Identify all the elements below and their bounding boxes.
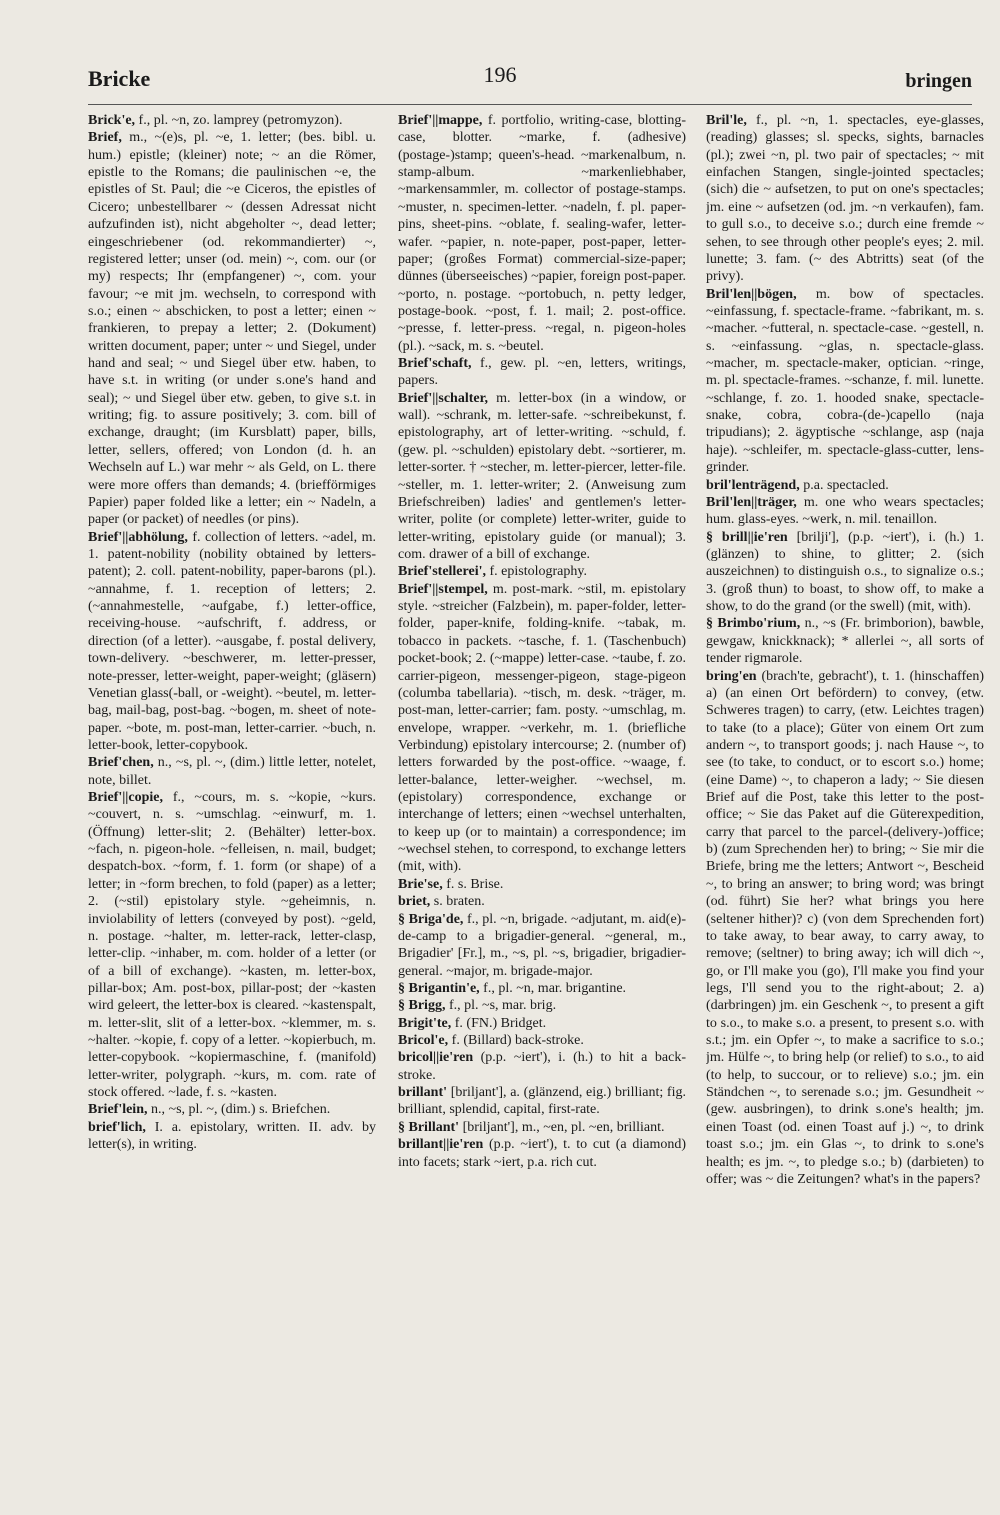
entry-headword: Bril'len||bögen,	[706, 286, 797, 302]
entry-headword: Brief'||mappe,	[398, 113, 483, 128]
dictionary-entry	[398, 893, 686, 910]
running-header	[0, 60, 1000, 100]
entry-definition: [brilji'], (p.p. ~iert'), i. (h.) 1. (glänzen) to shine, to glitter; 2. (sich auszeichnen) to distinguish o.s., to signalize o.s.; 3. (groß thun) to boast, to show off, to make a show, to do the grand (or the swell) (mit, with).	[706, 529, 984, 615]
entry-headword: bril'lenträgend,	[706, 477, 800, 493]
dictionary-entry	[88, 529, 376, 755]
entry-headword: Brief'lein,	[88, 1102, 148, 1118]
entry-definition: f. epistolography.	[485, 564, 587, 580]
dictionary-entry	[88, 789, 376, 1101]
entry-definition: f., pl. ~n, 1. spectacles, eye-glasses, (reading) glasses; sl. specks, sights, barnacles (pl.); zwei ~n, pl. two pair of spectacles; ~ mit einfachen Stangen, single-jointed spectacles; (sich) die ~ aufsetzen, to put on one's spectacles; jm. eine ~ aufsetzen (od. jm. ~n verkaufen), fam. to gull s.o., to deceive s.o.; durch eine fremde ~ sehen, to see through other people's eyes; 2. mil. lunette; 3. fam. (~ des Abtritts) seat (of the privy).	[706, 113, 984, 285]
entry-definition: f. portfolio, writing-case, blotting-case, blotter. ~marke, f. (adhesive) (postage-)stamp; queen's-head. ~markenalbum, n. stamp-album. ~markenliebhaber, ~markensammler, m. collector of postage-stamps. ~muster, n. specimen-letter. ~nadeln, f. pl. paper-pins, sheet-pins. ~oblate, f. sealing-wafer, letter-wafer. ~papier, n. note-paper, post-paper, letter-paper; (großes Format) commercial-size-paper; dünnes (überseeisches) ~papier, foreign post-paper. ~porto, n. postage. ~portobuch, n. petty ledger, postage-book. ~post, f. 1. mail; 2. post-office. ~presse, f. letter-press. ~regal, n. pigeon-holes (pl.). ~sack, m. s. ~beutel.	[398, 113, 686, 354]
dictionary-entry	[706, 615, 984, 667]
page-number: 196	[483, 62, 517, 87]
entry-headword: Brick'e,	[88, 113, 136, 128]
dictionary-entry	[398, 911, 686, 980]
dictionary-entry	[88, 1101, 376, 1118]
dictionary-entry	[398, 876, 686, 893]
entry-definition: n., ~s, pl. ~, (dim.) little letter, notelet, note, billet.	[88, 755, 376, 788]
entry-definition: [briljant'], m., ~en, pl. ~en, brilliant.	[459, 1119, 665, 1135]
entry-definition: f., pl. ~n, mar. brigantine.	[479, 980, 627, 996]
column-2	[398, 112, 686, 1412]
entry-definition: f. (FN.) Bridget.	[451, 1015, 547, 1031]
entry-headword: Brief'chen,	[88, 755, 154, 771]
entry-headword: § brill||ie'ren	[706, 529, 788, 545]
entry-definition: f. (Billard) back-stroke.	[448, 1033, 584, 1049]
entry-headword: briet,	[398, 894, 431, 910]
entry-definition: m. letter-box (in a window, or wall). ~schrank, m. letter-safe. ~schreibekunst, f. epistolography, art of letter-writing. ~schuld, f. (gew. pl. ~schulden) epistolary debt. ~sortierer, m. letter-sorter. † ~stecher, m. letter-piercer, letter-file. ~steller, m. 1. letter-writer; 2. (Anweisung zum Briefschreiben) ladies' and gentlemen's letter-writer, polite (or complete) letter-writer, guide to letter-writing, epistolary guide (or manual); 3. com. drawer of a bill of exchange.	[398, 390, 686, 562]
entry-headword: Brief'||copie,	[88, 790, 163, 806]
dictionary-entry	[398, 390, 686, 564]
entry-definition: m. one who wears spectacles; hum. glass-eyes. ~werk, n. mil. tenaillon.	[706, 494, 984, 528]
entry-headword: Bril'len||träger,	[706, 494, 797, 510]
header-rule	[88, 104, 972, 105]
entry-definition: f., ~cours, m. s. ~kopie, ~kurs. ~couvert, n. s. ~umschlag. ~einwurf, m. 1. (Öffnung) letter-slit; 2. (Behälter) letter-box. ~fach, n. pigeon-hole. ~felleisen, n. mail, budget; despatch-box. ~form, f. 1. form (or shape) of a letter; in ~form brechen, to fold (paper) as a letter; 2. (~stil) epistolary style. ~geheimnis, n. inviolability of letters (conveyed by post). ~geld, n. postage. ~halter, m. letter-rack, letter-clasp, letter-clip. ~inhaber, m. com. holder of a letter (or of a bill of exchange). ~kasten, m. letter-box, pillar-box; Am. post-box, pillar-post; der ~kasten wird geleert, the letter-box is cleared. ~kastenspalt, m. letter-slit, slit of a letter-box. ~klemmer, m. s. ~halter. ~kopie, f. copy of a letter. ~kopierbuch, m. letter-copybook. ~kopiermaschine, f. (manifold) letter-writer, polygraph. ~kurs, m. com. rate of stock offered. ~lade, f. s. ~kasten.	[88, 790, 376, 1101]
entry-headword: bring'en	[706, 668, 757, 684]
entry-definition: f., gew. pl. ~en, letters, writings, papers.	[398, 356, 686, 389]
entry-headword: § Brillant'	[398, 1119, 460, 1135]
entry-definition: f., pl. ~s, mar. brig.	[445, 998, 557, 1014]
column-3	[706, 112, 984, 1412]
entry-headword: § Briga'de,	[398, 911, 464, 927]
dictionary-entry	[88, 112, 376, 129]
entry-headword: Brie'se,	[398, 876, 443, 892]
entry-headword: Brief'||stempel,	[398, 581, 488, 597]
dictionary-entry	[398, 980, 686, 997]
entry-definition: (brach'te, gebracht'), t. 1. (hinschaffen) a) (an einen Ort befördern) to convey, (etw. Schweres tragen) to carry, (etw. Leichtes tragen) to take (to a place); Güter von einem Ort zum andern ~, to transport goods; j. nach Hause ~, to see (to take, to conduct, or to escort s.o.) home; (eine Dame) ~, to chaperon a lady; ~ Sie diesen Brief auf die Post, take this letter to the post-office; ~ Sie das Paket auf die Güterexpedition, carry that parcel to the parcel-(delivery-)office; b) (zum Sprechenden her) to bring; ~ Sie mir die Briefe, bring me the letters; Antwort ~, Bescheid ~, to bring an answer; to bring word; was bringt (od. führt) Sie her? what brings you here (seltener hither)? c) (von dem Sprechenden fort) to take away, to bear away, to carry away, to remove; (seltner) to bring away; ich will dich ~, go, or I'll make you (go), I'll make you find your legs, I'll send you to the right-about; 2. a) (darbringen) jm. ein Geschenk ~, to present a gift to s.o., to make s.o. a present, to present s.o. with s.t.; jm. ein Opfer ~, to make a sacrifice to s.o.; jm. Hülfe ~, to bring help (or relief) to s.o., to aid (to help, to succour, or to relieve) s.o.; jm. ein Ständchen ~, to serenade s.o.; jm. Gesundheit ~ (gew. ausbringen), to drink s.one's health; jm. einen Toast (od. einen Toast auf j.) ~, to drink toast s.o.; jm. ein Glas ~, to drink to s.one's health; es jm. ~, to pledge s.o.; b) (darbieten) to offer; was ~ die Zeitungen? what's in the papers?	[706, 668, 984, 1187]
entry-definition: m. post-mark. ~stil, m. epistolary style. ~streicher (Falzbein), m. paper-folder, letter-folder, paper-knife, folding-knife. ~tabak, m. tobacco in packets. ~tasche, f. 1. (Taschenbuch) pocket-book; 2. (~mappe) letter-case. ~taube, f. zo. carrier-pigeon, messenger-pigeon, stage-pigeon (columba tabellaria). ~tisch, m. desk. ~träger, m. post-man, letter-carrier; fam. posty. ~umschlag, m. envelope, wrapper. ~verkehr, m. 1. (briefliche Verbindung) epistolary intercourse; 2. (number of) letters forwarded by the post-office. ~waage, f. letter-balance, letter-weigher. ~wechsel, m. (epistolary) correspondence, exchange or interchange of letters; einen ~wechsel unterhalten, to keep up (or to maintain) a correspondence; im ~wechsel stehen, to correspond, to exchange letters (mit, with).	[398, 581, 686, 875]
entry-headword: § Brigg,	[398, 998, 446, 1014]
entry-headword: Bril'le,	[706, 113, 747, 128]
dictionary-entry	[398, 355, 686, 390]
entry-headword: Bricol'e,	[398, 1033, 449, 1049]
dictionary-entry	[398, 581, 686, 876]
dictionary-entry	[398, 112, 686, 355]
dictionary-entry	[706, 477, 984, 494]
entry-headword: brief'lich,	[88, 1119, 146, 1135]
dictionary-entry	[88, 754, 376, 789]
entry-definition: n., ~s (Fr. brimborion), bawble, gewgaw, knickknack); * allerlei ~, all sorts of tender rigmarole.	[706, 616, 984, 667]
entry-headword: § Brigantin'e,	[398, 980, 480, 996]
dictionary-entry	[706, 112, 984, 286]
entry-definition: I. a. epistolary, written. II. adv. by letter(s), in writing.	[88, 1119, 376, 1153]
entry-headword: Brief'||abhölung,	[88, 529, 188, 545]
entry-headword: brillant||ie'ren	[398, 1137, 484, 1153]
entry-headword: bricol||ie'ren	[398, 1050, 474, 1066]
entry-headword: § Brimbo'rium,	[706, 616, 801, 632]
entry-definition: (p.p. ~iert'), i. (h.) to hit a back-stroke.	[398, 1050, 686, 1083]
entry-definition: m. bow of spectacles. ~einfassung, f. spectacle-frame. ~fabrikant, m. s. ~macher. ~futteral, n. spectacle-case. ~gestell, n. s. ~einfassung. ~glas, n. spectacle-glass. ~macher, m. spectacle-maker, optician. ~ringe, m. pl. spectacle-frames. ~schanze, f. mil. lunette. ~schlange, f. zo. 1. hooded snake, spectacle-snake, cobra, cobra-(de-)capello (naja tripudians); 2. ägyptische ~schlange, asp (naja haje). ~schleifer, m. spectacle-glass-cutter, lens-grinder.	[706, 286, 984, 476]
dictionary-entry	[398, 1084, 686, 1119]
column-1	[88, 112, 376, 1412]
dictionary-entry	[398, 563, 686, 580]
entry-headword: Brief'stellerei',	[398, 564, 486, 580]
entry-definition: p.a. spectacled.	[799, 477, 889, 493]
entry-definition: m., ~(e)s, pl. ~e, 1. letter; (bes. bibl. u. hum.) epistle; (kleiner) note; ~ an die Römer, epistle to the Romans; die paulinischen ~e, the epistles of St. Paul; die ~e Ciceros, the epistles of Cicero; unbestellbarer ~ (dessen Adressat nicht aufzufinden ist), nicht abgeholter ~, dead letter; eingeschriebener (od. rekommandierter) ~, registered letter; unser (od. mein) ~, com. our (or my) respects; Ihr (empfangener) ~, com. your favour; ~e mit jm. wechseln, to correspond with s.o.; einen ~ abschicken, to post a letter; einen ~ frankieren, to prepay a letter; 2. (Dokument) written document, paper; unter ~ und Siegel, under hand and seal; ~ und Siegel über etw. haben, to have s.t. in writing (or under s.one's hand and seal); ~ und Siegel über etw. geben, to give s.t. in writing; fig. to assure positively; 3. com. bill of exchange, draught; (im Kursblatt) paper, bills, letter, sellers, offered; von London (d. h. an Wechseln auf L.) war mehr ~ als Geld, on L. there were more offers than demands; 4. (briefförmiges Papier) paper folded like a letter; ein ~ Nadeln, a paper (or packet) of needles (or pins).	[88, 130, 376, 528]
dictionary-entry	[706, 529, 984, 616]
entry-definition: f., pl. ~n, brigade. ~adjutant, m. aid(e)-de-camp to a brigadier-general. ~general, m., Brigadier' [Fr.], m., ~s, pl. ~s, brigadier, brigadier-general. ~major, m. brigade-major.	[398, 911, 686, 979]
dictionary-entry	[398, 1119, 686, 1136]
entry-headword: Brief,	[88, 130, 122, 146]
entry-definition: f. collection of letters. ~adel, m. 1. patent-nobility (nobility obtained by letters-patent); 2. coll. patent-nobility, paper-barons (pl.). ~annahme, f. 1. reception of letters; 2. (~annahmestelle, ~aufgabe, f.) letter-office, receiving-house. ~aufschrift, f. address, or direction (of a letter). ~ausgabe, f. postal delivery, town-delivery. ~beschwerer, m. letter-presser, note-presser, letter-weight, paper-weight; (gläsern) Venetian glass(-ball, or -weight). ~beutel, m. letter-bag, mail-bag, post-bag. ~bogen, m. sheet of note-paper. ~bote, m. post-man, letter-carrier. ~buch, n. letter-book, letter-copybook.	[88, 529, 376, 753]
dictionary-entry	[88, 129, 376, 528]
entry-headword: Brigit'te,	[398, 1015, 452, 1031]
entry-definition: f. s. Brise.	[442, 876, 504, 892]
dictionary-entry	[398, 1032, 686, 1049]
header-right-guideword: bringen	[905, 70, 972, 92]
dictionary-entry	[88, 1119, 376, 1154]
entry-definition: s. braten.	[430, 894, 485, 910]
entry-definition: f., pl. ~n, zo. lamprey (petromyzon).	[135, 113, 343, 128]
entry-definition: [briljant'], a. (glänzend, eig.) brilliant; fig. brilliant, splendid, capital, first-rate.	[398, 1085, 686, 1118]
dictionary-entry	[706, 286, 984, 477]
dictionary-entry	[706, 668, 984, 1189]
dictionary-entry	[398, 1136, 686, 1171]
dictionary-entry	[398, 997, 686, 1014]
entry-definition: n., ~s, pl. ~, (dim.) s. Briefchen.	[147, 1102, 331, 1118]
entry-headword: brillant'	[398, 1085, 448, 1101]
entry-headword: Brief'||schalter,	[398, 390, 489, 406]
entry-headword: Brief'schaft,	[398, 356, 472, 372]
header-left-guideword: Bricke	[88, 66, 151, 91]
dictionary-entry	[706, 494, 984, 529]
dictionary-entry	[398, 1049, 686, 1084]
dictionary-entry	[398, 1015, 686, 1032]
entry-definition: (p.p. ~iert'), t. to cut (a diamond) into facets; stark ~iert, p.a. rich cut.	[398, 1137, 686, 1170]
